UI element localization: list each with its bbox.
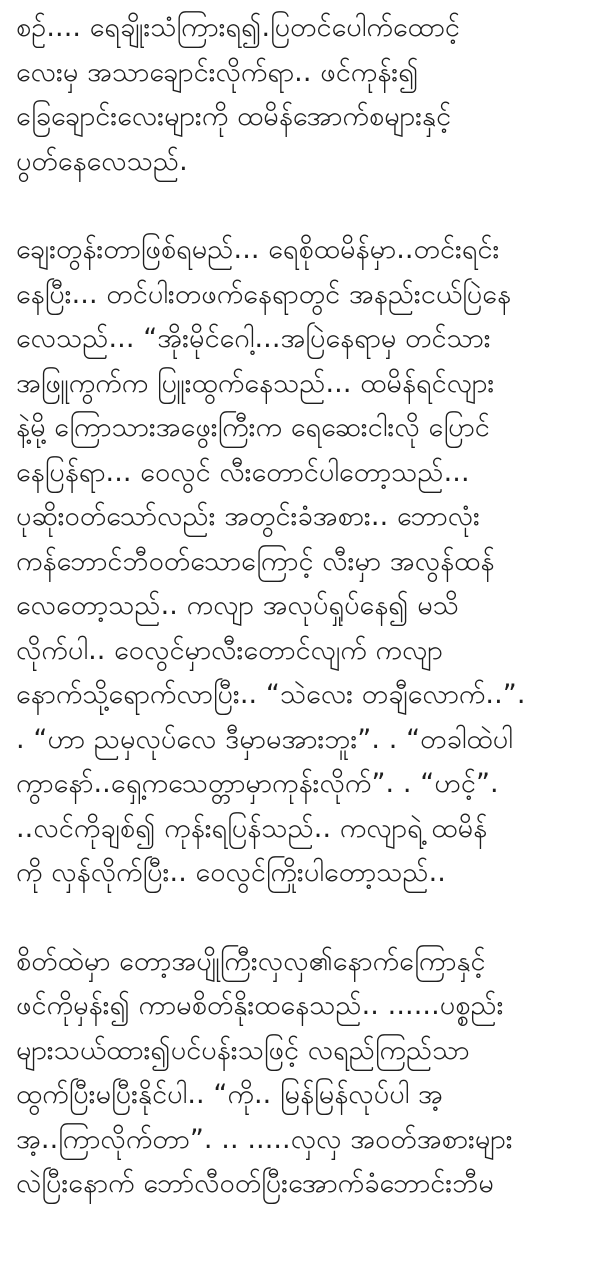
text-line: လေသည်... “အိုးမိုင်ဂေါ့...အပြဲနေရာမှ တင်သား — [16, 323, 491, 354]
text-line: နေပြီး... တင်ပါးတဖက်နေရာတွင် အနည်းငယ်ပြဲနေ — [16, 278, 512, 310]
text-line: ..လင်ကိုချစ်၍ ကုန်းရပြန်သည်.. ကလျာရဲ့ ထမိန် — [16, 812, 488, 844]
text-line: စိတ်ထဲမှာ တော့အပျိုကြီးလှလှ၏နောက်ကြောနှင့် — [16, 945, 486, 977]
text-line: ချေးတွန်းတာဖြစ်ရမည်... ရေစိုထမိန်မှာ..တင်းရင်း — [16, 234, 500, 265]
text-line: ခြေချောင်းလေးများကို ထမိန်အောက်စများနှင့် — [16, 101, 452, 132]
text-line: များသယ်ထား၍ပင်ပန်းသဖြင့် လရည်ကြည်သာ — [16, 1034, 470, 1066]
text-line: စဉ်.... ရေချိုးသံကြားရ၍.ပြတင်ပေါက်ထောင့် — [16, 12, 461, 43]
text-line: ကွာနော်..ရှေ့ကသေတ္တာမှာကုန်းလိုက်”. . “ဟင့်”. — [16, 768, 499, 799]
text-line: နဲ့မို့ ကြောသားအဖွေးကြီးက ရေဆေးငါးလို ပြောင် — [16, 412, 490, 443]
text-line: နောက်သို့ရောက်လာပြီး.. “သဲလေး တချီလောက်..”. — [16, 679, 526, 710]
text-line: အ့..ကြာလိုက်တာ”. .. .....လှလှ အဝတ်အစားများ — [16, 1123, 513, 1155]
paragraph — [16, 940, 590, 1207]
text-line: ဖင်ကိုမှန်း၍ ကာမစိတ်နိုးထနေသည်.. ......ပစ္စည်း — [16, 990, 504, 1021]
text-line: လိုက်ပါ.. ဝေလွင်မှာလီးတောင်လျက် ကလျာ — [16, 634, 443, 666]
text-line: ပွတ်နေလေသည်. — [16, 145, 188, 177]
text-line: . “ဟာ ညမှလုပ်လေ ဒီမှာမအားဘူး”. . “တခါထဲပါ — [16, 723, 513, 755]
text-line: လဲပြီးနောက် ဘော်လီဝတ်ပြီးအောက်ခံဘောင်းဘီမ — [16, 1168, 494, 1199]
text-line: ကန်ဘောင်ဘီဝတ်သောကြောင့် လီးမှာ အလွန်ထန် — [16, 545, 495, 577]
text-line: ပုဆိုးဝတ်သော်လည်း အတွင်းခံအစား.. ဘောလုံး — [16, 501, 481, 532]
text-line: လေးမှ အသာချောင်းလိုက်ရာ.. ဖင်ကုန်း၍ — [16, 56, 419, 88]
paragraph — [16, 228, 590, 896]
text-line: အဖြူကွက်က ပြူးထွက်နေသည်... ထမိန်ရင်လျား — [16, 367, 495, 399]
text-line: ထွက်ပြီးမပြီးနိုင်ပါ.. “ကို.. မြန်မြန်လုပ်ပါ အ့ — [16, 1079, 443, 1110]
paragraph — [16, 6, 590, 184]
text-line: နေပြန်ရာ... ဝေလွင် လီးတောင်ပါတော့သည်... — [16, 456, 470, 488]
text-line: လေတော့သည်.. ကလျာ အလုပ်ရှုပ်နေ၍ မသိ — [16, 590, 460, 621]
text-line: ကို လှန်လိုက်ပြီး.. ဝေလွင်ကြိုးပါတော့သည်.. — [16, 857, 446, 888]
